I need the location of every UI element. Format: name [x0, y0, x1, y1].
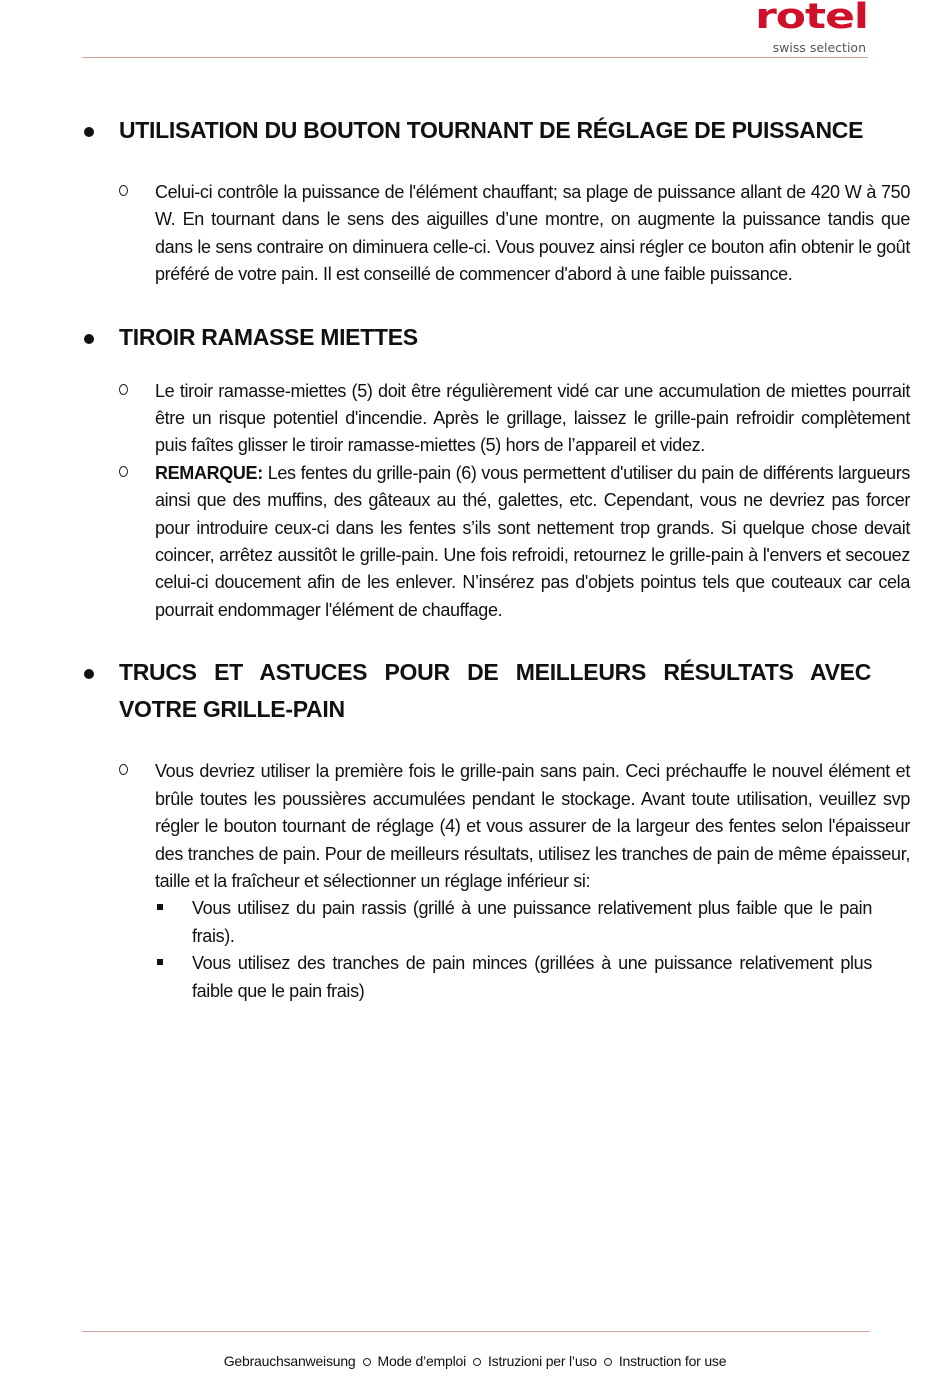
remark-label: REMARQUE:: [155, 462, 263, 483]
section-bullet-icon: [84, 334, 94, 344]
square-bullet-icon: [157, 959, 163, 965]
sub-list-item: [155, 895, 870, 950]
footer-lang-fr: Mode d’emploi: [377, 1353, 466, 1369]
sub-item-text: Vous utilisez du pain rassis (grillé à une puissance relativement plus faible que le pain frais).: [192, 898, 872, 946]
footer-lang-it: Istruzioni per l’uso: [487, 1353, 597, 1369]
footer-divider: [82, 1331, 870, 1332]
separator-circle-icon: [473, 1358, 481, 1366]
item-body: Les fentes du grille-pain (6) vous permettent d'utiliser du pain de différents largueurs ainsi que des muffins, des gâteaux au thé, galettes, etc. Cependant, vous ne devriez pas forcer pour introduire ceux-ci dans les fentes s’ils sont nettement trop grands. Si quelque chose devait coincer, arrêtez aussitôt le grille-pain. Une fois refroidi, retournez le grille-pain à l'envers et secouez celui-ci doucement afin de les enlever. N’insérez pas d'objets pointus tels que couteaux car cela pourrait endommager l'élément de chauffage.: [155, 462, 910, 620]
logo-tagline: swiss selection: [772, 40, 866, 55]
item-text: [155, 179, 910, 289]
section-crumb-tray: [82, 319, 910, 625]
item-text: [155, 758, 910, 895]
footer-lang-de: Gebrauchsanweisung: [223, 1353, 356, 1369]
document-body: [82, 112, 910, 1005]
section-title: UTILISATION DU BOUTON TOURNANT DE RÉGLAGE DE PUISSANCE: [119, 117, 864, 143]
hollow-bullet-icon: [119, 764, 128, 775]
list-item: [119, 758, 910, 1005]
item-body: Le tiroir ramasse-miettes (5) doit être régulièrement vidé car une accumulation de miettes pourrait être un risque potentiel d'incendie. Après le grillage, laissez le grille-pain refroidir complètement puis faîtes glisser le tiroir ramasse-miettes (5) hors de l’appareil et videz.: [155, 380, 910, 456]
section-tips: [82, 654, 910, 1005]
footer-languages: [0, 1353, 950, 1369]
section-power-knob: [82, 112, 910, 289]
section-bullet-icon: [84, 669, 94, 679]
footer-lang-en: Instruction for use: [618, 1353, 727, 1369]
separator-circle-icon: [604, 1358, 612, 1366]
square-bullet-icon: [157, 904, 163, 910]
separator-circle-icon: [363, 1358, 371, 1366]
header-divider: [82, 57, 868, 58]
rotel-logo: [722, 0, 870, 56]
hollow-bullet-icon: [119, 185, 128, 196]
section-title: TRUCS ET ASTUCES POUR DE MEILLEURS RÉSULTATS AVEC VOTRE GRILLE-PAIN: [119, 659, 871, 723]
hollow-bullet-icon: [119, 384, 128, 395]
section-title: TIROIR RAMASSE MIETTES: [119, 323, 418, 350]
logo-brand: rotel: [755, 0, 868, 37]
hollow-bullet-icon: [119, 466, 128, 477]
item-text: [155, 378, 910, 460]
item-body: Vous devriez utiliser la première fois le grille-pain sans pain. Ceci préchauffe le nouvel élément et brûle toutes les poussières accumulées pendant le stockage. Avant toute utilisation, veuillez svp régler le bouton tournant de réglage (4) et vous assurer de la largeur des fentes selon l'épaisseur des tranches de pain. Pour de meilleurs résultats, utilisez les tranches de pain de même épaisseur, taille et la fraîcheur et sélectionner un réglage inférieur si:: [155, 761, 910, 891]
list-item: [119, 378, 910, 460]
sub-list-item: [155, 950, 870, 1005]
section-bullet-icon: [84, 127, 94, 137]
item-text: [155, 460, 910, 624]
list-item: [119, 179, 910, 289]
item-body: Celui-ci contrôle la puissance de l'élément chauffant; sa plage de puissance allant de 420 W à 750 W. En tournant dans le sens des aiguilles d’une montre, on augmente la puissance tandis que dans le sens contraire on diminuera celle-ci. Vous pouvez ainsi régler ce bouton afin obtenir le goût préféré de votre pain. Il est conseillé de commencer d'abord à une faible puissance.: [155, 182, 910, 285]
sub-item-text: Vous utilisez des tranches de pain minces (grillées à une puissance relativement plus faible que le pain frais): [192, 953, 872, 1001]
list-item: [119, 460, 910, 624]
